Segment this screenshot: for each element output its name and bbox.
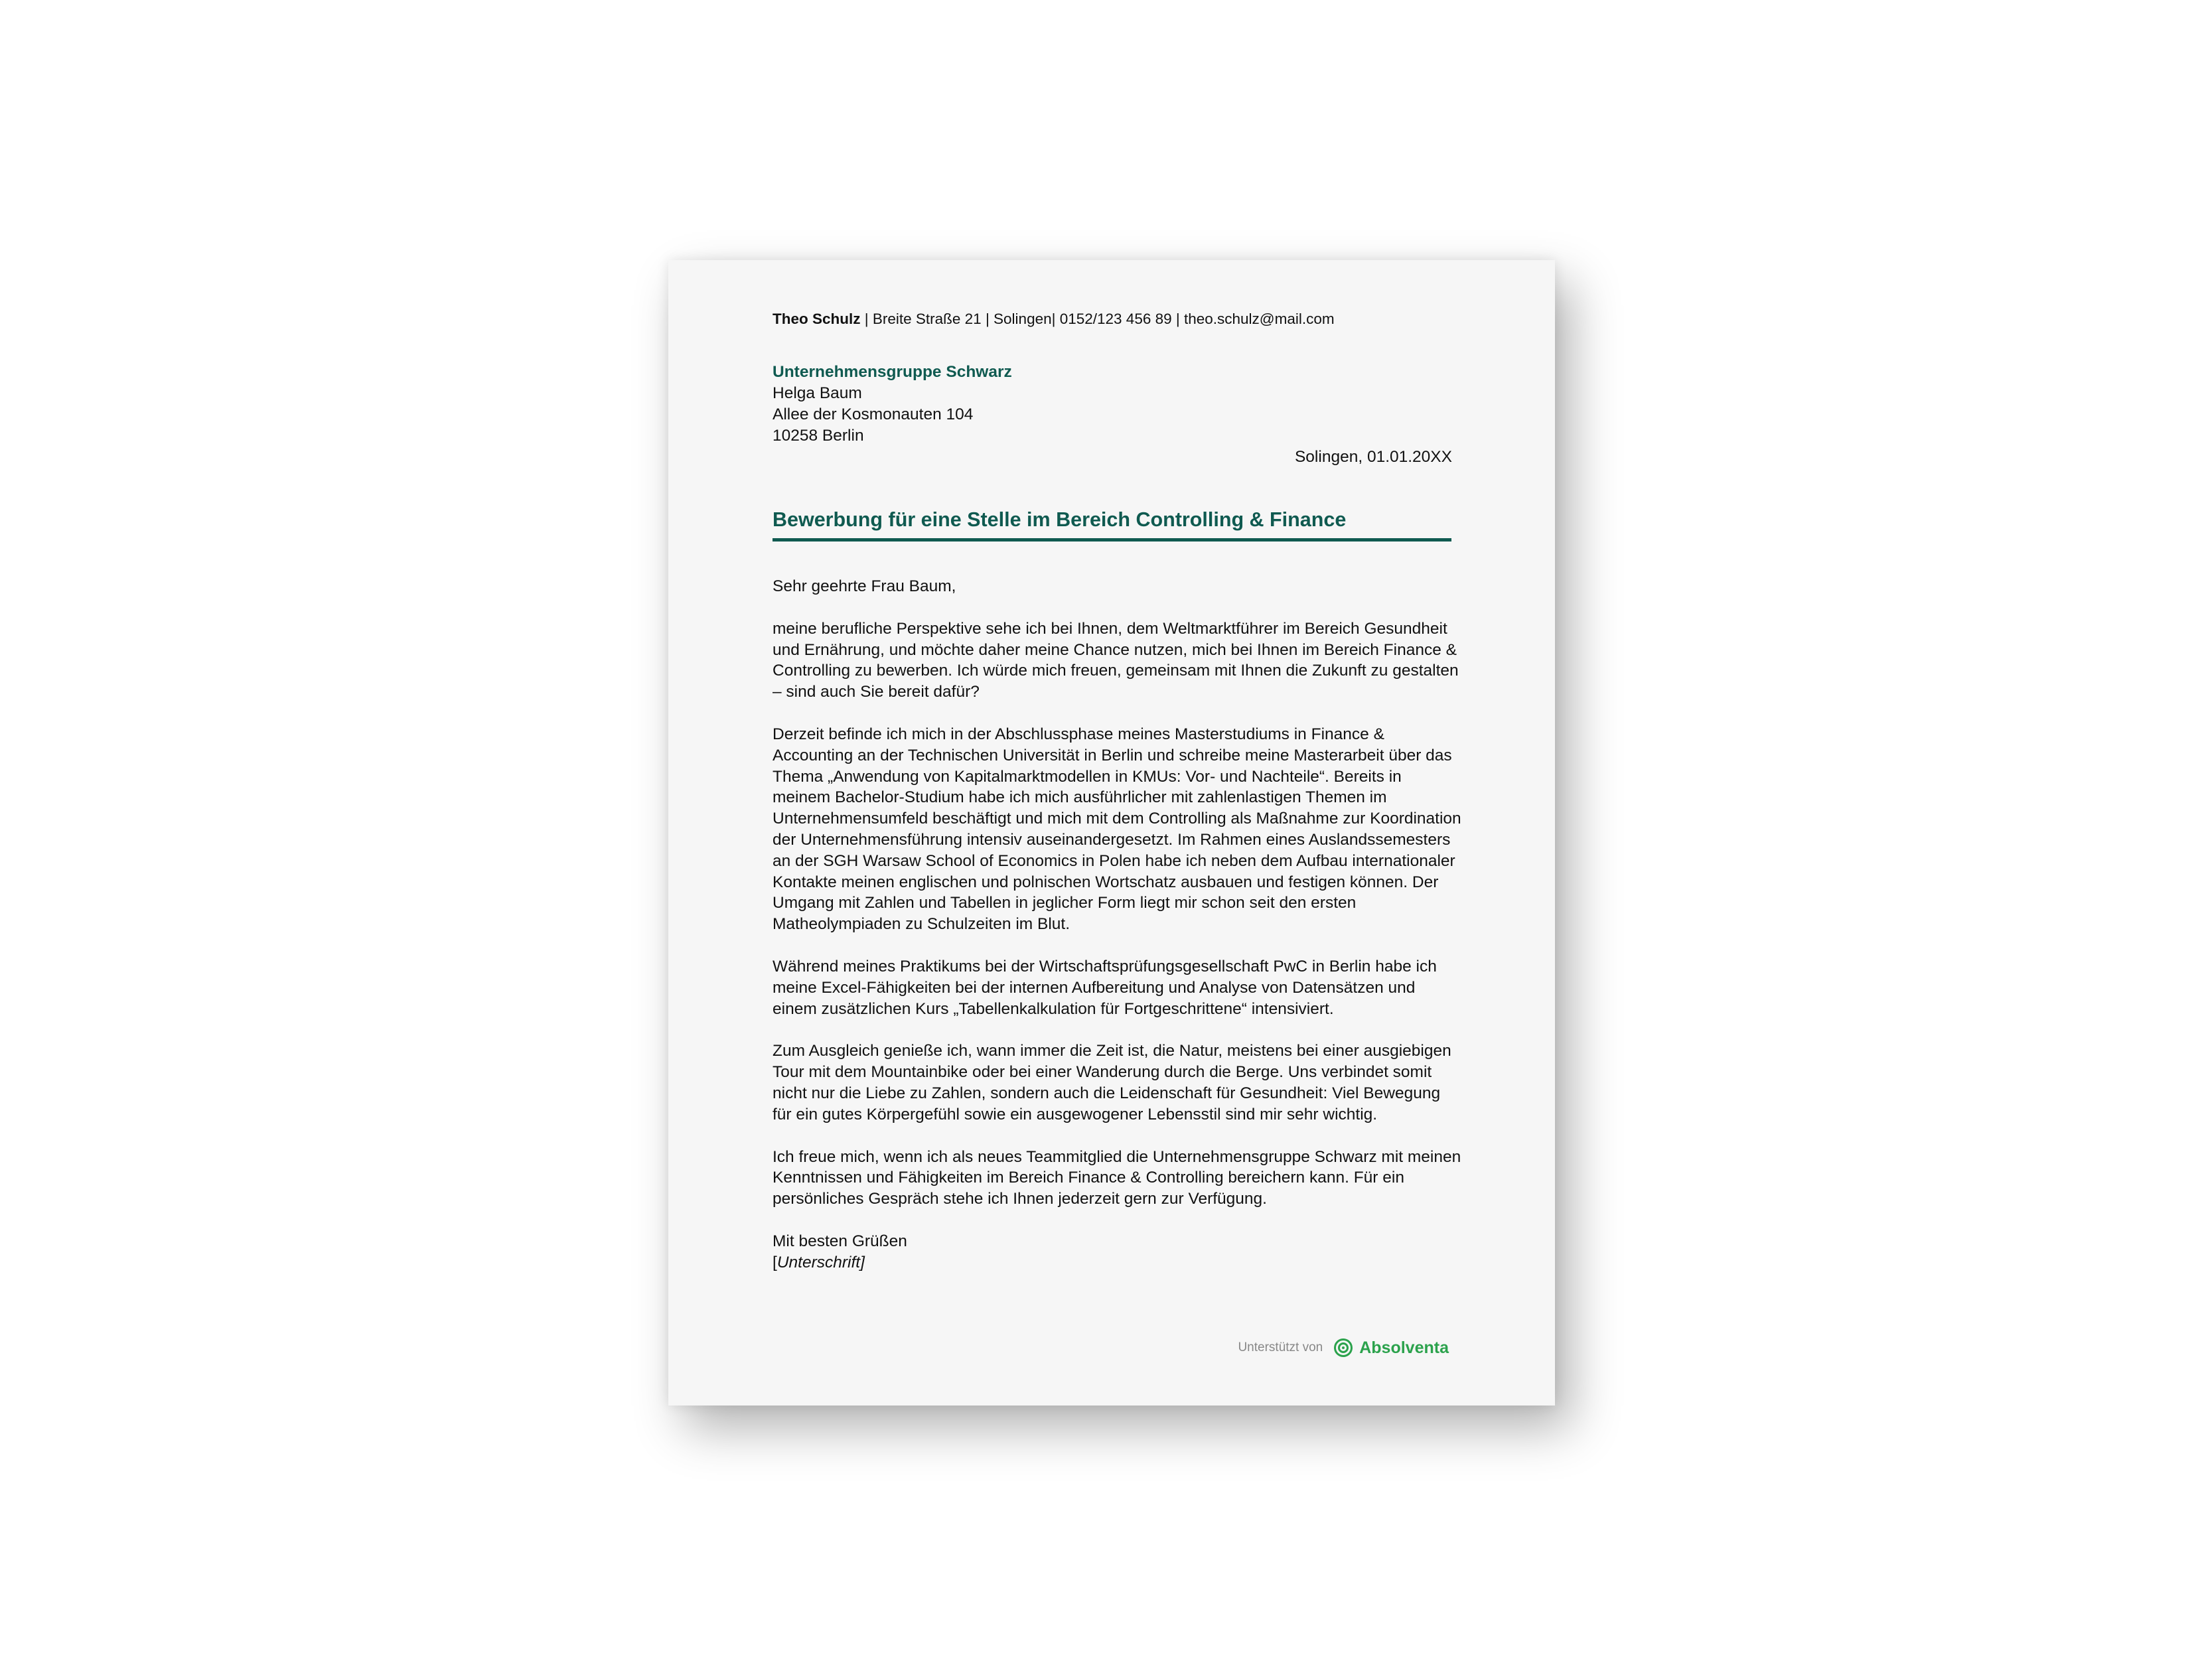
letter-page — [668, 260, 1555, 1406]
closing-phrase: Mit besten Grüßen — [773, 1232, 907, 1250]
recipient-street: Allee der Kosmonauten 104 — [773, 405, 974, 423]
letter-body — [773, 576, 1463, 1273]
letter-date: Solingen, 01.01.20XX — [1294, 448, 1452, 466]
absolventa-logo-icon — [1333, 1338, 1353, 1358]
salutation: Sehr geehrte Frau Baum, — [773, 577, 956, 595]
sender-line — [773, 311, 1335, 328]
recipient-address — [773, 362, 1012, 447]
supported-by-label: Unterstützt von — [1238, 1340, 1323, 1354]
paragraph-internship: Während meines Praktikums bei der Wirtschaftsprüfungsgesellschaft PwC in Berlin habe ich meine Excel-Fähigkeiten bei der internen Aufbereitung und Analyse von Datensätzen und einem zusätzlichen Kurs „Tabellenkalkulation für Fortgeschrittene“ intensiviert. — [773, 957, 1437, 1018]
recipient-company: Unternehmensgruppe Schwarz — [773, 363, 1012, 381]
sender-details: | Breite Straße 21 | Solingen| 0152/123 456 89 | theo.schulz@mail.com — [860, 311, 1335, 327]
paragraph-perspective: meine berufliche Perspektive sehe ich bei Ihnen, dem Weltmarktführer im Bereich Gesundheit und Ernährung, und möchte daher meine Chance nutzen, mich bei Ihnen im Bereich Finance & Controlling zu bewerben. Ich würde mich freuen, gemeinsam mit Ihnen die Zukunft zu gestalten – sind auch Sie bereit dafür? — [773, 619, 1459, 701]
paragraph-hobbies: Zum Ausgleich genieße ich, wann immer die Zeit ist, die Natur, meistens bei einer ausgiebigen Tour mit dem Mountainbike oder bei einer Wanderung durch die Berge. Uns verbindet somit nicht nur die Liebe zu Zahlen, sondern auch die Leidenschaft für Gesundheit: Viel Bewegung für ein gutes Körpergefühl sowie ein ausgewogener Lebensstil sind mir sehr wichtig. — [773, 1042, 1451, 1123]
brand-link[interactable] — [1333, 1338, 1449, 1358]
footer-branding — [1238, 1338, 1449, 1358]
paragraph-closing-statement: Ich freue mich, wenn ich als neues Teammitglied die Unternehmensgruppe Schwarz mit meinen Kenntnissen und Fähigkeiten im Bereich Finance & Controlling bereichern kann. Für ein persönliches Gespräch stehe ich Ihnen jederzeit gern zur Verfügung. — [773, 1147, 1461, 1208]
letter-subject: Bewerbung für eine Stelle im Bereich Controlling & Finance — [773, 506, 1451, 541]
signature-placeholder: [Unterschrift] — [773, 1253, 865, 1271]
closing-block — [773, 1231, 1463, 1273]
brand-name: Absolventa — [1359, 1338, 1449, 1357]
sender-name: Theo Schulz — [773, 311, 861, 327]
paragraph-studies: Derzeit befinde ich mich in der Abschlussphase meines Masterstudiums in Finance & Accounting an der Technischen Universität in Berlin und schreibe meine Masterarbeit über das Thema „Anwendung von Kapitalmarktmodellen in KMUs: Vor- und Nachteile“. Bereits in meinem Bachelor-Studium habe ich mich ausführlicher mit zahlenlastigen Themen im Unternehmensumfeld beschäftigt und mich mit dem Controlling als Maßnahme zur Koordination der Unternehmensführung intensiv auseinandergesetzt. Im Rahmen eines Auslandssemesters an der SGH Warsaw School of Economics in Polen habe ich neben dem Aufbau internationaler Kontakte meinen englischen und polnischen Wortschatz ausbauen und festigen können. Der Umgang mit Zahlen und Tabellen in jeglicher Form liegt mir schon seit den ersten Matheolympiaden zu Schulzeiten im Blut. — [773, 725, 1461, 934]
signature-text: Unterschrift] — [776, 1253, 865, 1271]
recipient-contact: Helga Baum — [773, 384, 862, 402]
recipient-city: 10258 Berlin — [773, 427, 864, 445]
